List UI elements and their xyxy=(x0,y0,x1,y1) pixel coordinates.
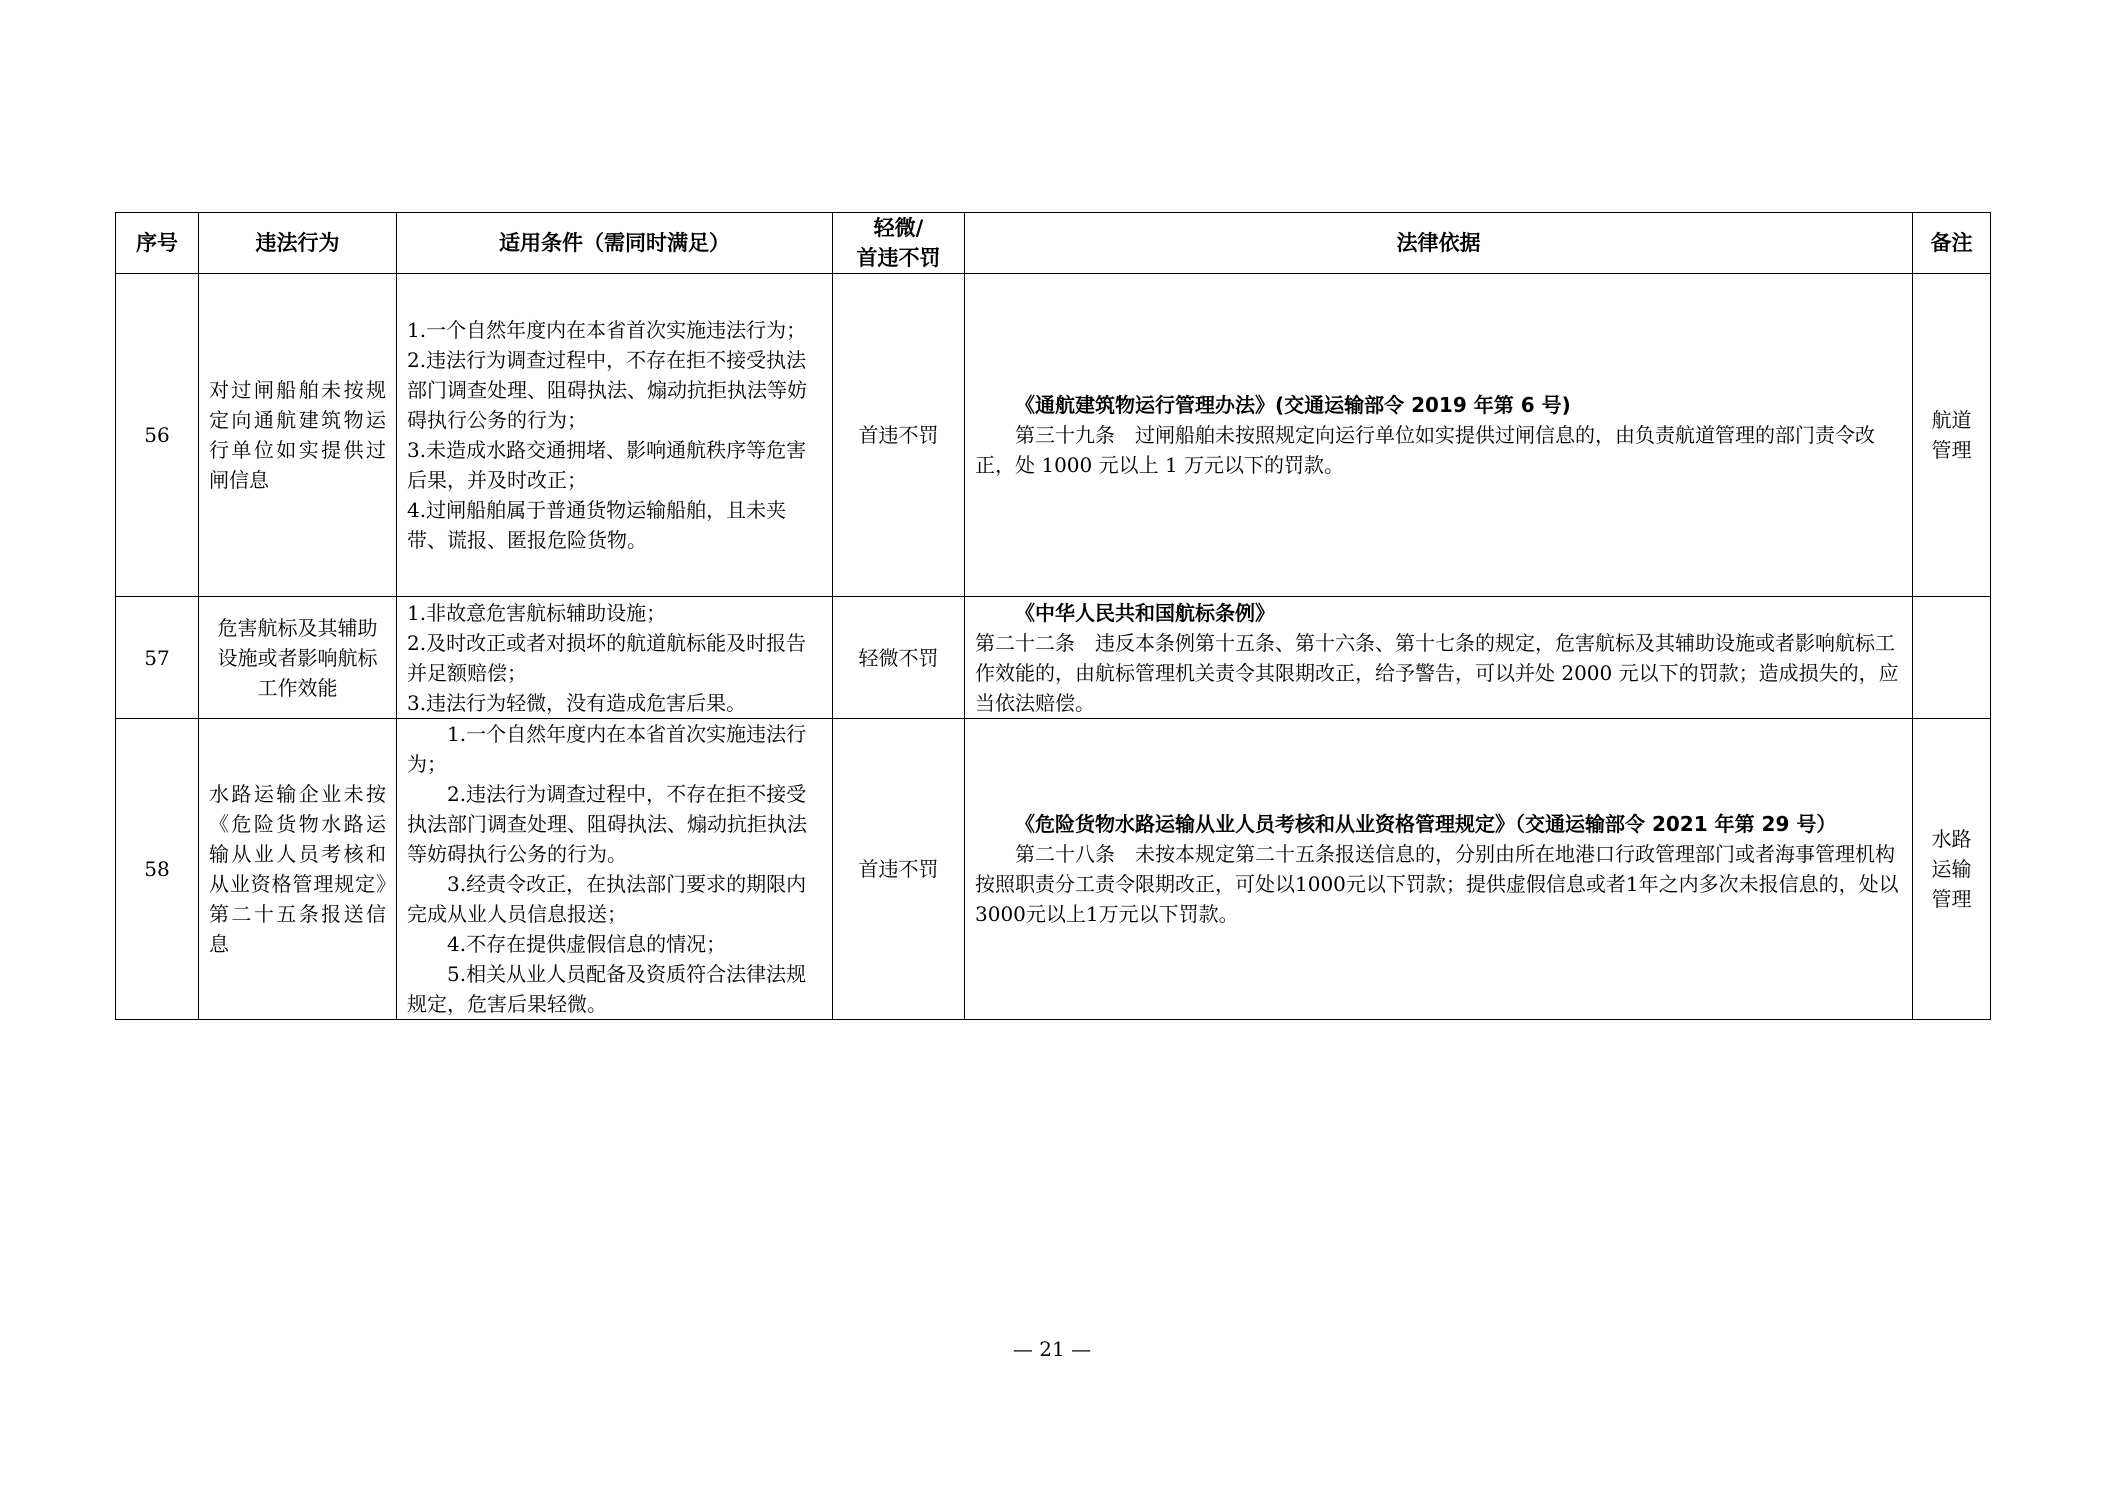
condition-item: 3.违法行为轻微，没有造成危害后果。 xyxy=(407,690,747,715)
row-conditions xyxy=(397,719,833,1020)
law-text: 第三十九条 过闸船舶未按照规定向运行单位如实提供过闸信息的，由负责航道管理的部门责令改正，处 1000 元以上 1 万元以下的罚款。 xyxy=(975,423,1875,477)
law-text: 第二十八条 未按本规定第二十五条报送信息的，分别由所在地港口行政管理部门或者海事管理机构按照职责分工责令限期改正，可处以1000元以下罚款；提供虚假信息或者1年之内多次未报信息的，处以3000元以上1万元以下罚款。 xyxy=(975,842,1899,926)
row-legal-basis xyxy=(965,274,1913,597)
header-result xyxy=(833,213,965,274)
row-remark xyxy=(1913,274,1991,597)
condition-item: 4.不存在提供虚假信息的情况； xyxy=(447,932,727,956)
row-result: 首违不罚 xyxy=(833,719,965,1020)
remark-line: 管理 xyxy=(1931,887,1972,911)
row-seq: 57 xyxy=(116,597,199,719)
condition-item: 2.及时改正或者对损坏的航道航标能及时报告并足额赔偿； xyxy=(407,630,807,685)
row-legal-basis xyxy=(965,597,1913,719)
remark-line: 管理 xyxy=(1931,438,1972,462)
table-row xyxy=(116,719,1991,1020)
table-row xyxy=(116,274,1991,597)
row-seq: 56 xyxy=(116,274,199,597)
row-behavior: 对过闸船舶未按规定向通航建筑物运行单位如实提供过闸信息 xyxy=(199,274,397,597)
header-conditions: 适用条件（需同时满足） xyxy=(397,213,833,274)
condition-item: 1.一个自然年度内在本省首次实施违法行为； xyxy=(407,318,807,342)
penalty-table xyxy=(115,212,1991,1020)
condition-item: 3.未造成水路交通拥堵、影响通航秩序等危害后果，并及时改正； xyxy=(407,438,807,492)
row-result: 首违不罚 xyxy=(833,274,965,597)
row-remark xyxy=(1913,719,1991,1020)
row-behavior: 危害航标及其辅助设施或者影响航标工作效能 xyxy=(199,597,397,719)
law-title: 《通航建筑物运行管理办法》(交通运输部令 2019 年第 6 号) xyxy=(1015,393,1571,417)
row-result: 轻微不罚 xyxy=(833,597,965,719)
row-conditions xyxy=(397,597,833,719)
row-conditions xyxy=(397,274,833,597)
law-title: 《危险货物水路运输从业人员考核和从业资格管理规定》（交通运输部令 2021 年第 29 号） xyxy=(1015,812,1837,836)
row-seq: 58 xyxy=(116,719,199,1020)
page-number: — 21 — xyxy=(1012,1337,1092,1361)
row-behavior: 水路运输企业未按《危险货物水路运输从业人员考核和从业资格管理规定》第二十五条报送信息 xyxy=(199,719,397,1020)
remark-line: 航道 xyxy=(1931,408,1972,432)
condition-item: 2.违法行为调查过程中，不存在拒不接受执法部门调查处理、阻碍执法、煽动抗拒执法等妨碍执行公务的行为； xyxy=(407,348,807,432)
row-remark xyxy=(1913,597,1991,719)
header-legal-basis: 法律依据 xyxy=(965,213,1913,274)
table-header-row xyxy=(116,213,1991,274)
row-legal-basis xyxy=(965,719,1913,1020)
remark-line: 水路 xyxy=(1931,827,1972,851)
law-text: 第二十二条 违反本条例第十五条、第十六条、第十七条的规定，危害航标及其辅助设施或者影响航标工作效能的，由航标管理机关责令其限期改正，给予警告，可以并处 2000 元以下的罚款；造成损失的，应当依法赔偿。 xyxy=(975,630,1899,715)
table-row xyxy=(116,597,1991,719)
condition-item: 4.过闸船舶属于普通货物运输船舶，且未夹带、谎报、匿报危险货物。 xyxy=(407,498,787,552)
header-behavior: 违法行为 xyxy=(199,213,397,274)
header-result-line2: 首违不罚 xyxy=(856,246,941,270)
condition-item: 3.经责令改正，在执法部门要求的期限内完成从业人员信息报送； xyxy=(407,872,807,926)
header-result-line1: 轻微/ xyxy=(873,216,924,240)
condition-item: 1.非故意危害航标辅助设施； xyxy=(407,600,667,625)
condition-item: 1.一个自然年度内在本省首次实施违法行为； xyxy=(407,722,807,776)
law-title: 《中华人民共和国航标条例》 xyxy=(1015,600,1275,625)
remark-line: 运输 xyxy=(1931,857,1972,881)
condition-item: 2.违法行为调查过程中，不存在拒不接受执法部门调查处理、阻碍执法、煽动抗拒执法等妨碍执行公务的行为。 xyxy=(407,782,807,866)
condition-item: 5.相关从业人员配备及资质符合法律法规规定，危害后果轻微。 xyxy=(407,962,807,1016)
header-seq: 序号 xyxy=(116,213,199,274)
header-remark: 备注 xyxy=(1913,213,1991,274)
